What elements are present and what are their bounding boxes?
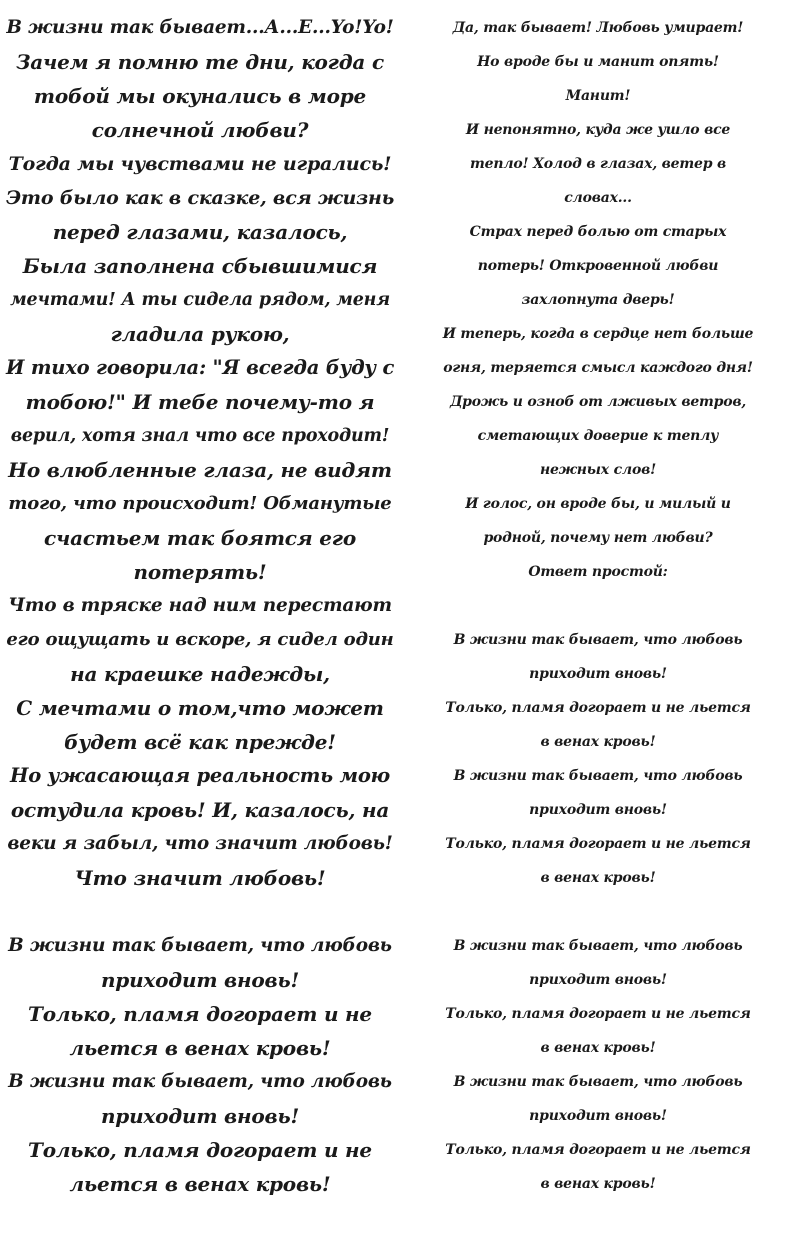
- lyric-line: приходит вновь!: [529, 1108, 667, 1124]
- lyric-line: Да, так бывает! Любовь умирает!: [452, 20, 744, 36]
- lyrics-right-column: [400, 0, 800, 1236]
- lyric-line: солнечной любви?: [91, 118, 309, 142]
- lyric-line: В жизни так бывает, что любовь: [453, 1074, 743, 1090]
- lyric-line: огня, теряется смысл каждого дня!: [443, 360, 753, 376]
- lyric-line: того, что происходит! Обманутые: [8, 493, 392, 514]
- stanza-break: [402, 895, 794, 929]
- lyric-line: В жизни так бывает, что любовь: [453, 632, 743, 648]
- lyric-line: льется в венах кровь!: [69, 1036, 331, 1060]
- lyric-line: И непонятно, куда же ушло все: [465, 122, 731, 138]
- lyric-line: В жизни так бывает, что любовь: [8, 935, 392, 956]
- lyric-line: Только, пламя догорает и не льется: [445, 700, 751, 716]
- lyric-line: Но ужасающая реальность мою: [10, 764, 390, 787]
- lyric-line: в венах кровь!: [540, 734, 656, 750]
- lyric-line: Только, пламя догорает и не: [28, 1138, 372, 1162]
- lyric-line: Манит!: [565, 88, 631, 104]
- lyric-line: потерять!: [133, 560, 267, 584]
- lyric-line: Ответ простой:: [528, 564, 668, 580]
- lyric-line: Тогда мы чувствами не игрались!: [8, 153, 392, 175]
- lyric-line: счастьем так боятся его: [44, 526, 356, 550]
- lyric-line: И тихо говорила: "Я всегда буду с: [6, 356, 395, 379]
- lyric-line: Страх перед болью от старых: [469, 224, 727, 240]
- lyric-line: Но влюбленные глаза, не видят: [8, 458, 392, 482]
- lyric-line: Но вроде бы и манит опять!: [477, 54, 719, 70]
- lyric-line: приходит вновь!: [100, 1104, 300, 1128]
- lyric-line: нежных слов!: [539, 462, 657, 478]
- lyric-line: Была заполнена сбывшимися: [22, 254, 378, 278]
- lyric-line: на краешке надежды,: [70, 662, 330, 686]
- lyric-line: приходит вновь!: [529, 802, 667, 818]
- lyric-line: тобою!" И тебе почему-то я: [25, 390, 375, 414]
- lyric-line: веки я забыл, что значит любовь!: [7, 833, 393, 854]
- lyric-line: В жизни так бывает...А...Е...Yo!Yo!: [6, 17, 394, 38]
- lyric-line: его ощущать и вскоре, я сидел один: [6, 629, 394, 650]
- lyric-line: мечтами! А ты сидела рядом, меня: [10, 290, 390, 310]
- lyric-line: Только, пламя догорает и не: [28, 1002, 372, 1026]
- lyric-line: остудила кровь! И, казалось, на: [10, 798, 390, 822]
- lyric-line: В жизни так бывает, что любовь: [453, 768, 743, 784]
- lyric-line: перед глазами, казалось,: [52, 220, 348, 244]
- lyric-line: Что значит любовь!: [74, 866, 326, 890]
- lyric-line: гладила рукою,: [110, 322, 290, 346]
- lyric-line: И голос, он вроде бы, и милый и: [465, 496, 731, 512]
- lyric-line: Зачем я помню те дни, когда с: [16, 50, 384, 74]
- stanza-break: [6, 895, 394, 929]
- lyric-line: словах...: [564, 190, 632, 206]
- lyric-line: Это было как в сказке, вся жизнь: [6, 187, 395, 209]
- lyric-line: тепло! Холод в глазах, ветер в: [470, 156, 726, 172]
- lyric-line: захлопнута дверь!: [521, 292, 675, 308]
- lyric-line: тобой мы окунались в море: [33, 84, 367, 108]
- lyric-line: льется в венах кровь!: [69, 1172, 331, 1196]
- lyric-line: приходит вновь!: [100, 968, 300, 992]
- lyric-line: верил, хотя знал что все проходит!: [10, 426, 390, 446]
- lyric-line: приходит вновь!: [529, 666, 667, 682]
- lyric-line: родной, почему нет любви?: [483, 530, 713, 546]
- lyric-line: В жизни так бывает, что любовь: [453, 938, 743, 954]
- lyric-line: в венах кровь!: [540, 1040, 656, 1056]
- lyric-line: И теперь, когда в сердце нет больше: [442, 326, 754, 342]
- lyric-line: Только, пламя догорает и не льется: [445, 1006, 751, 1022]
- lyric-line: приходит вновь!: [529, 972, 667, 988]
- lyric-line: сметающих доверие к теплу: [477, 428, 719, 444]
- lyric-line: Только, пламя догорает и не льется: [445, 1142, 751, 1158]
- lyric-line: С мечтами о том,что может: [16, 696, 384, 720]
- lyric-line: Дрожь и озноб от лживых ветров,: [449, 394, 747, 410]
- lyric-line: потерь! Откровенной любви: [477, 258, 719, 274]
- lyric-line: Что в тряске над ним перестают: [8, 595, 392, 616]
- stanza-break: [402, 589, 794, 623]
- lyric-line: в венах кровь!: [540, 1176, 656, 1192]
- lyric-line: Только, пламя догорает и не льется: [445, 836, 751, 852]
- lyric-line: в венах кровь!: [540, 870, 656, 886]
- lyric-line: будет всё как прежде!: [64, 730, 336, 754]
- lyric-line: В жизни так бывает, что любовь: [8, 1071, 392, 1092]
